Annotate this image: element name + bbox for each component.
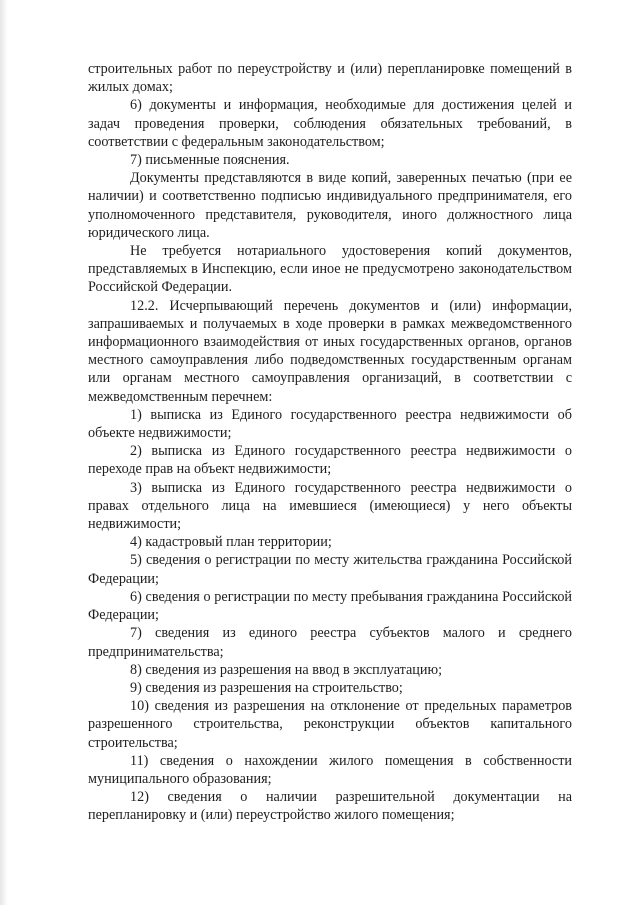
- list-item: 6) сведения о регистрации по месту пребывания гражданина Российской Федерации;: [88, 588, 572, 624]
- list-item: 8) сведения из разрешения на ввод в эксплуатацию;: [130, 661, 443, 678]
- scan-page-edge: [0, 0, 8, 905]
- list-item: 12) сведения о наличии разрешительной документации на перепланировку и (или) переустройство жилого помещения;: [88, 789, 572, 824]
- list-item: 7) сведения из единого реестра субъектов малого и среднего предпринимательства;: [88, 625, 572, 660]
- list-item: 10) сведения из разрешения на отклонение от предельных параметров разрешенного строительства, реконструкции объектов капитального строительства;: [88, 698, 572, 751]
- paragraph: 6) документы и информация, необходимые для достижения целей и задач проведения проверки, соблюдения обязательных требований, в соответствии с федеральным законодательством;: [88, 97, 572, 150]
- list-item: 4) кадастровый план территории;: [130, 534, 332, 551]
- paragraph: строительных работ по переустройству и (или) перепланировке помещений в жилых домах;: [88, 61, 572, 96]
- list-item: 1) выписка из Единого государственного реестра недвижимости об объекте недвижимости;: [88, 406, 572, 442]
- list-item: 2) выписка из Единого государственного реестра недвижимости о переходе прав на объект недвижимости;: [88, 443, 572, 478]
- list-item: 5) сведения о регистрации по месту жительства гражданина Российской Федерации;: [88, 552, 572, 587]
- list-item: 11) сведения о нахождении жилого помещения в собственности муниципального образования;: [88, 752, 572, 787]
- paragraph: 12.2. Исчерпывающий перечень документов и (или) информации, запрашиваемых и получаемых в ходе проверки в рамках межведомственного информационного взаимодействия от иных государственных органов, органов местного самоуправления либо подведомственных государственным органам или органам местного самоуправления организаций, в соответствии с межведомственным перечнем:: [88, 297, 572, 405]
- list-item: 9) сведения из разрешения на строительство;: [130, 679, 403, 696]
- paragraph: Не требуется нотариального удостоверения копий документов, представляемых в Инспекцию, если иное не предусмотрено законодательством Российской Федерации.: [88, 243, 572, 296]
- list-item: 3) выписка из Единого государственного реестра недвижимости о правах отдельного лица на имевшиеся (имеющиеся) у него объекты недвижимости;: [88, 479, 572, 533]
- paragraph: 7) письменные пояснения.: [130, 152, 290, 169]
- paragraph: Документы представляются в виде копий, заверенных печатью (при ее наличии) и соответственно подписью индивидуального предпринимателя, его уполномоченного представителя, руководителя, иного должностного лица юридического лица.: [88, 170, 572, 241]
- document-body: [88, 60, 572, 825]
